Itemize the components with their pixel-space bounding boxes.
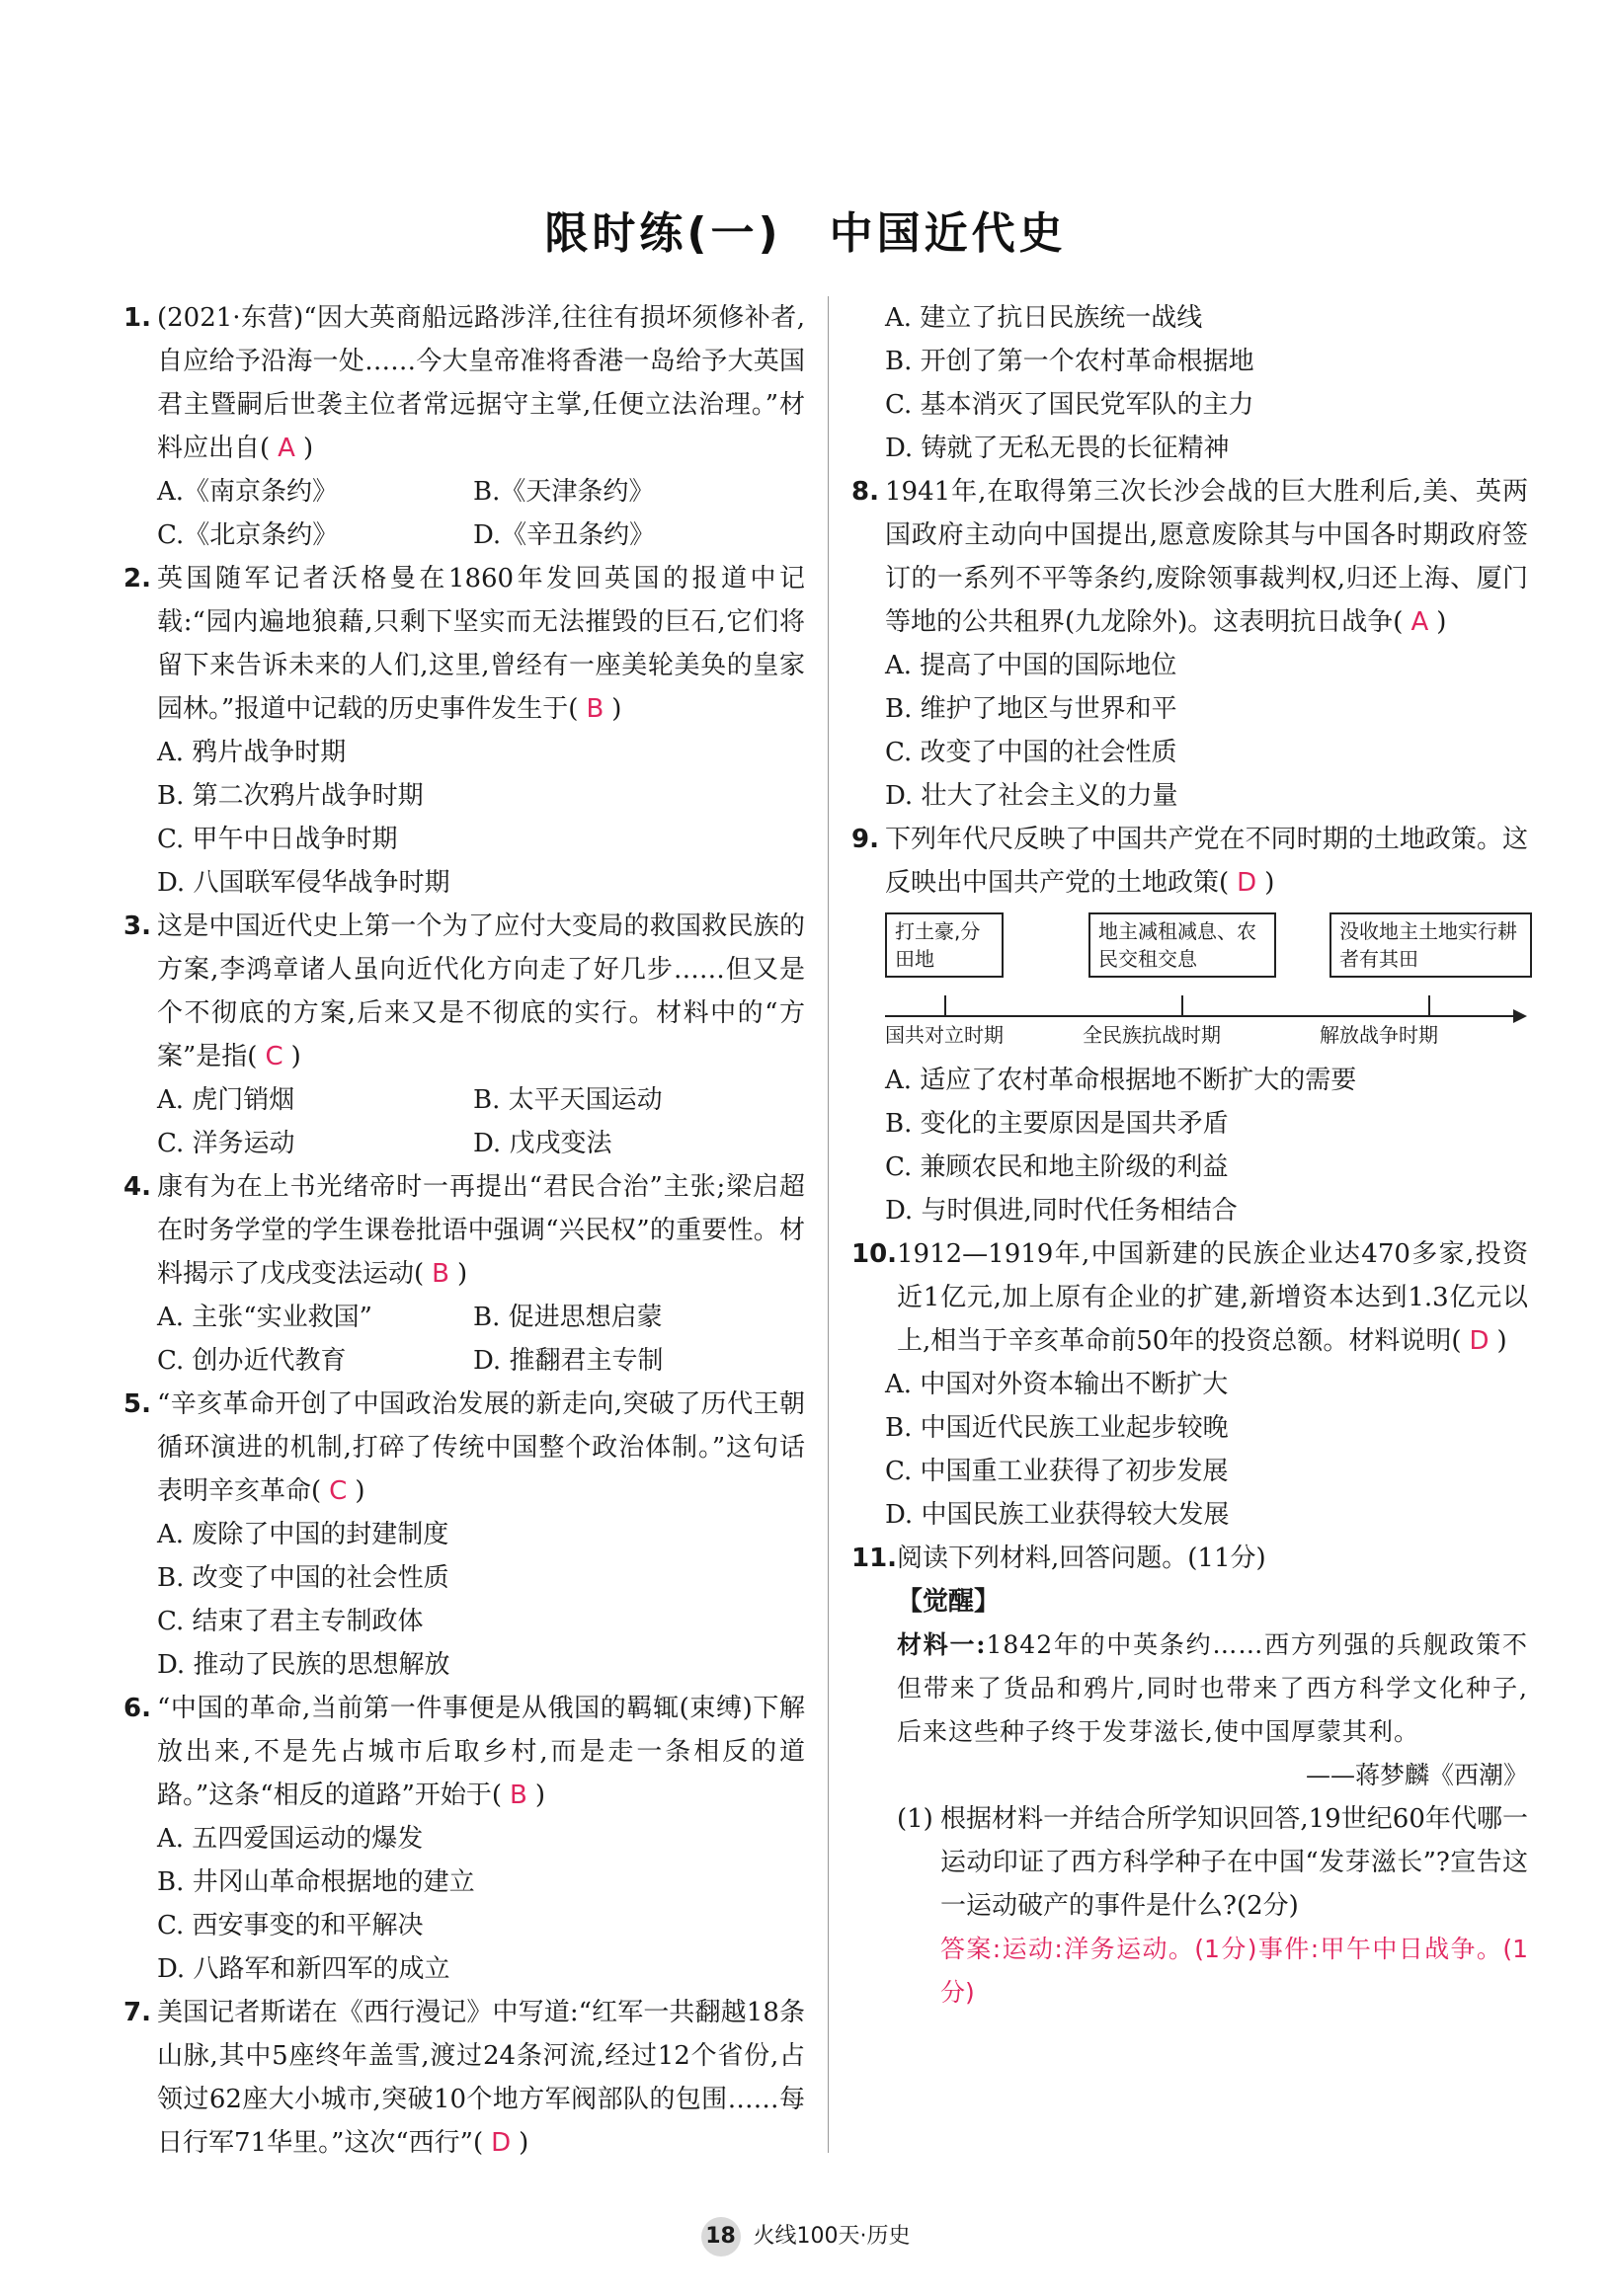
- timeline-period: 全民族抗战时期: [1083, 1023, 1221, 1047]
- answer-mark: B: [432, 1259, 449, 1289]
- question-stem: [897, 1232, 1528, 1363]
- material-one: [897, 1623, 1528, 1754]
- answer-mark: C: [329, 1476, 348, 1506]
- option-c: C. 改变了中国的社会性质: [885, 738, 1177, 767]
- answer-mark: B: [586, 694, 604, 724]
- timeline-tick: [1181, 995, 1183, 1015]
- options: [123, 470, 805, 557]
- stem-text: “辛亥革命开创了中国政治发展的新走向,突破了历代王朝循环演进的机制,打碎了传统中国整个政治体制。”这句话表明辛亥革命(: [157, 1389, 805, 1506]
- question-number: 3.: [123, 911, 151, 941]
- close-paren: ): [1436, 607, 1447, 637]
- option-d: D. 铸就了无私无畏的长征精神: [885, 434, 1230, 463]
- close-paren: ): [1264, 868, 1275, 898]
- question-1: [123, 296, 805, 470]
- option-d: D. 八路军和新四军的成立: [157, 1954, 450, 1984]
- timeline-period: 解放战争时期: [1320, 1023, 1438, 1047]
- option-c: C. 西安事变的和平解决: [157, 1911, 424, 1940]
- answer-mark: B: [510, 1781, 527, 1810]
- question-number: 4.: [123, 1172, 151, 1202]
- question-3: [123, 905, 805, 1078]
- timeline-tick: [1428, 995, 1430, 1015]
- option-a: A. 提高了中国的国际地位: [885, 651, 1177, 680]
- question-number: 9.: [851, 825, 879, 854]
- timeline-box: 地主减租减息、农民交租交息: [1088, 912, 1276, 978]
- option-a: A. 五四爱国运动的爆发: [157, 1824, 424, 1854]
- option-a: A.《南京条约》: [157, 477, 339, 507]
- options: [123, 1513, 805, 1687]
- close-paren: ): [519, 2128, 529, 2158]
- left-column: [123, 296, 805, 2165]
- options: [851, 644, 1528, 818]
- answer-mark: A: [1410, 607, 1429, 637]
- question-5: [123, 1383, 805, 1513]
- option-c: C. 洋务运动: [157, 1129, 295, 1158]
- option-b: B. 促进思想启蒙: [473, 1303, 663, 1332]
- option-d: D. 壮大了社会主义的力量: [885, 781, 1178, 811]
- close-paren: ): [534, 1781, 546, 1810]
- option-c: C. 兼顾农民和地主阶级的利益: [885, 1152, 1229, 1182]
- option-b: B. 第二次鸦片战争时期: [157, 781, 424, 811]
- option-b: B. 变化的主要原因是国共矛盾: [885, 1109, 1229, 1139]
- stem-text: 这是中国近代史上第一个为了应付大变局的救国救民族的方案,李鸿章诸人虽向近代化方向走了好几步……但又是个不彻底的方案,后来又是不彻底的实行。材料中的“方案”是指(: [157, 911, 805, 1071]
- option-a: A. 虎门销烟: [157, 1085, 295, 1115]
- options: [851, 296, 1528, 470]
- stem-text: 康有为在上书光绪帝时一再提出“君民合治”主张;梁启超在时务学堂的学生课卷批语中强调“兴民权”的重要性。材料揭示了戊戌变法运动(: [157, 1172, 805, 1289]
- question-number: 10.: [851, 1239, 898, 1269]
- material-source: ——蒋梦麟《西潮》: [1305, 1761, 1528, 1789]
- question-stem: [157, 905, 805, 1078]
- answer-mark: D: [1237, 868, 1257, 898]
- sub-question-1: [897, 1797, 1528, 1928]
- option-b: B. 开创了第一个农村革命根据地: [885, 347, 1254, 376]
- answer-mark: D: [1469, 1326, 1490, 1356]
- close-paren: ): [1496, 1326, 1507, 1356]
- question-number: 11.: [851, 1544, 898, 1573]
- option-b: B.《天津条约》: [473, 477, 655, 507]
- option-b: B. 太平天国运动: [473, 1085, 663, 1115]
- close-paren: ): [457, 1259, 468, 1289]
- option-b: B. 中国近代民族工业起步较晚: [885, 1413, 1229, 1443]
- page-title: 限时练(一) 中国近代史: [544, 208, 1067, 259]
- question-stem: [157, 1687, 805, 1817]
- question-stem: [157, 557, 805, 731]
- right-column: [851, 296, 1528, 2015]
- option-d: D. 戊戌变法: [473, 1129, 612, 1158]
- stem-text: 下列年代尺反映了中国共产党在不同时期的土地政策。这反映出中国共产党的土地政策(: [885, 825, 1528, 898]
- page-footer: [0, 2217, 1611, 2256]
- question-number: 1.: [123, 303, 151, 333]
- option-c: C. 甲午中日战争时期: [157, 825, 398, 854]
- question-stem: [157, 296, 805, 470]
- option-c: C. 基本消灭了国民党军队的主力: [885, 390, 1254, 420]
- stem-text: “中国的革命,当前第一件事便是从俄国的羁辄(束缚)下解放出来,不是先占城市后取乡村,而是走一条相反的道路。”这条“相反的道路”开始于(: [157, 1694, 805, 1810]
- question-8: [851, 470, 1528, 644]
- option-d: D. 推动了民族的思想解放: [157, 1650, 450, 1680]
- stem-text: 美国记者斯诺在《西行漫记》中写道:“红军一共翻越18条山脉,其中5座终年盖雪,渡过24条河流,经过12个省份,占领过62座大小城市,突破10个地方军阀部队的包围……每日行军71华里。”这次“西行”(: [157, 1998, 805, 2158]
- timeline-box: 没收地主土地实行耕者有其田: [1329, 912, 1532, 978]
- stem-text: 1912—1919年,中国新建的民族企业达470多家,投资近1亿元,加上原有企业的扩建,新增资本达到1.3亿元以上,相当于辛亥革命前50年的投资总额。材料说明(: [897, 1239, 1528, 1356]
- material-text: 1842年的中英条约……西方列强的兵舰政策不但带来了货品和鸦片,同时也带来了西方科学文化种子,后来这些种子终于发芽滋长,使中国厚蒙其利。: [897, 1630, 1528, 1746]
- material-label: 材料一:: [897, 1630, 987, 1659]
- option-a: A. 中国对外资本输出不断扩大: [885, 1370, 1229, 1399]
- question-7: [123, 1991, 805, 2165]
- close-paren: ): [290, 1042, 301, 1071]
- option-c: C.《北京条约》: [157, 520, 339, 550]
- option-c: C. 结束了君主专制政体: [157, 1607, 424, 1636]
- option-c: C. 中国重工业获得了初步发展: [885, 1457, 1229, 1486]
- option-d: D. 中国民族工业获得较大发展: [885, 1500, 1230, 1530]
- question-9: [851, 818, 1528, 905]
- question-2: [123, 557, 805, 731]
- option-a: A. 废除了中国的封建制度: [157, 1520, 449, 1549]
- option-a: A. 鸦片战争时期: [157, 738, 347, 767]
- timeline-axis: [885, 1015, 1517, 1017]
- option-d: D. 推翻君主专制: [473, 1346, 664, 1376]
- question-4: [123, 1165, 805, 1296]
- stem-text: 1941年,在取得第三次长沙会战的巨大胜利后,美、英两国政府主动向中国提出,愿意废除其与中国各时期政府签订的一系列不平等条约,废除领事裁判权,归还上海、厦门等地的公共租界(九龙除外)。这表明抗日战争(: [885, 477, 1528, 637]
- question-10: [851, 1232, 1528, 1363]
- answer-mark: C: [265, 1042, 283, 1071]
- question-stem: 阅读下列材料,回答问题。(11分): [897, 1544, 1266, 1573]
- section-heading: 【觉醒】: [897, 1587, 1001, 1617]
- close-paren: ): [355, 1476, 365, 1506]
- options: [851, 1059, 1528, 1232]
- answer-block: [897, 1928, 1528, 2015]
- column-divider: [828, 296, 829, 2153]
- option-b: B. 井冈山革命根据地的建立: [157, 1867, 475, 1897]
- answer-text: 答案:运动:洋务运动。(1分)事件:甲午中日战争。(1分): [940, 1935, 1528, 2007]
- option-d: D. 与时俱进,同时代任务相结合: [885, 1196, 1238, 1226]
- question-number: 6.: [123, 1694, 151, 1723]
- question-stem: [885, 818, 1528, 905]
- option-a: A. 适应了农村革命根据地不断扩大的需要: [885, 1066, 1357, 1095]
- options: [851, 1363, 1528, 1537]
- question-number: 5.: [123, 1389, 151, 1419]
- question-stem: [157, 1165, 805, 1296]
- option-a: A. 主张“实业救国”: [157, 1303, 372, 1332]
- option-a: A. 建立了抗日民族统一战线: [885, 303, 1203, 333]
- question-11: [851, 1537, 1528, 1580]
- timeline-box: 打土豪,分田地: [885, 912, 1004, 978]
- close-paren: ): [302, 434, 314, 463]
- sub-question-text: 根据材料一并结合所学知识回答,19世纪60年代哪一运动印证了西方科学种子在中国“发芽滋长”?宣告这一运动破产的事件是什么?(2分): [940, 1804, 1528, 1921]
- option-b: B. 改变了中国的社会性质: [157, 1563, 449, 1593]
- stem-text: (2021·东营)“因大英商船远路涉洋,往往有损坏须修补者,自应给予沿海一处……今大皇帝准将香港一岛给予大英国君主暨嗣后世袭主位者常远据守主掌,任便立法治理。”材料应出自(: [157, 303, 805, 463]
- option-d: D.《辛丑条约》: [473, 520, 656, 550]
- question-stem: [157, 1991, 805, 2165]
- question-number: 7.: [123, 1998, 151, 2027]
- timeline-chart: [885, 909, 1528, 1057]
- question-6: [123, 1687, 805, 1817]
- timeline-arrow-icon: [1513, 1009, 1527, 1023]
- page-number: 18: [701, 2217, 741, 2256]
- timeline-period: 国共对立时期: [885, 1023, 1004, 1047]
- stem-text: 英国随军记者沃格曼在1860年发回英国的报道中记载:“园内遍地狼藉,只剩下坚实而无法摧毁的巨石,它们将留下来告诉未来的人们,这里,曾经有一座美轮美奂的皇家园林。”报道中记载的历史事件发生于(: [157, 564, 805, 724]
- option-c: C. 创办近代教育: [157, 1346, 347, 1376]
- options: [123, 731, 805, 905]
- question-number: 8.: [851, 477, 879, 507]
- options: [123, 1078, 805, 1165]
- options: [123, 1296, 805, 1383]
- question-stem: [885, 470, 1528, 644]
- close-paren: ): [611, 694, 622, 724]
- question-stem: [157, 1383, 805, 1513]
- timeline-tick: [944, 995, 946, 1015]
- question-number: 2.: [123, 564, 151, 594]
- answer-mark: D: [491, 2128, 512, 2158]
- answer-mark: A: [278, 434, 295, 463]
- option-b: B. 维护了地区与世界和平: [885, 694, 1177, 724]
- option-d: D. 八国联军侵华战争时期: [157, 868, 450, 898]
- sub-question-number: (1): [897, 1804, 933, 1834]
- book-title: 火线100天·历史: [753, 2224, 911, 2249]
- options: [123, 1817, 805, 1991]
